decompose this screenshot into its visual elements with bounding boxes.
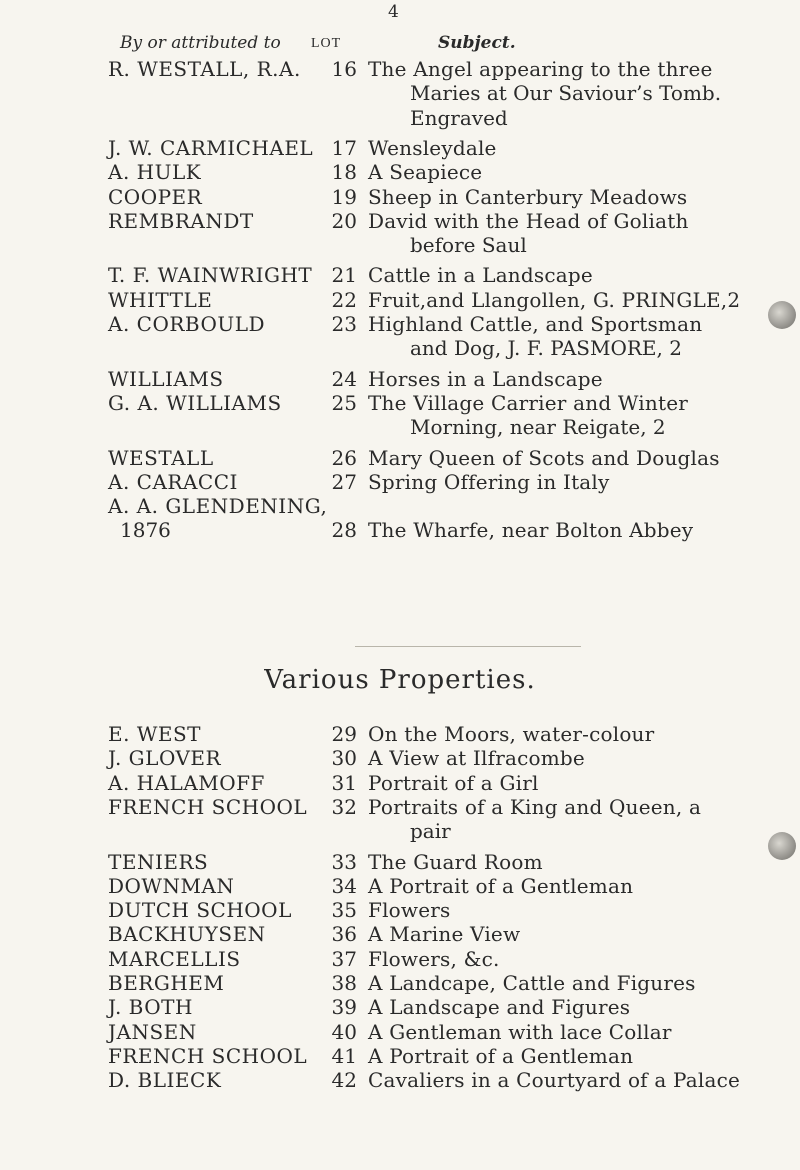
artist-name: DUTCH SCHOOL bbox=[108, 898, 292, 923]
lot-number: 20 bbox=[331, 208, 357, 233]
binding-hole-icon bbox=[768, 301, 796, 329]
lot-subject-continued: Engraved bbox=[410, 105, 508, 130]
binding-hole-icon bbox=[768, 832, 796, 860]
artist-name: E. WEST bbox=[108, 722, 202, 746]
header-artist: By or attributed to bbox=[120, 33, 281, 53]
artist-name: COOPER bbox=[108, 184, 203, 209]
lot-subject-continued: before Saul bbox=[410, 233, 527, 258]
lot-number: 18 bbox=[331, 160, 357, 185]
section-divider bbox=[355, 646, 581, 647]
artist-name: A. HULK bbox=[108, 160, 202, 185]
lot-number: 16 bbox=[331, 57, 357, 81]
lot-subject: The Wharfe, near Bolton Abbey bbox=[368, 518, 694, 543]
lot-subject: Cavaliers in a Courtyard of a Palace bbox=[368, 1068, 741, 1093]
lot-subject: A View at Ilfracombe bbox=[368, 746, 585, 771]
lot-number: 41 bbox=[331, 1043, 357, 1068]
lot-subject: A Landcape, Cattle and Figures bbox=[368, 971, 696, 995]
lot-number: 36 bbox=[331, 922, 357, 947]
lot-number: 37 bbox=[331, 946, 357, 971]
artist-name: J. BOTH bbox=[108, 995, 193, 1020]
lot-subject: A Portrait of a Gentleman bbox=[368, 873, 634, 898]
lot-number: 24 bbox=[331, 366, 357, 391]
artist-name: WILLIAMS bbox=[108, 366, 224, 391]
lot-number: 31 bbox=[331, 770, 357, 795]
artist-name: BERGHEM bbox=[108, 971, 225, 995]
header-lot: LOT bbox=[311, 36, 342, 51]
lot-subject: The Village Carrier and Winter bbox=[368, 390, 688, 415]
artist-name: G. A. WILLIAMS bbox=[108, 390, 282, 415]
lot-subject: Spring Offering in Italy bbox=[368, 469, 610, 494]
lot-subject: Sheep in Canterbury Meadows bbox=[368, 184, 688, 209]
lot-entry bbox=[0, 794, 800, 844]
artist-name: J. GLOVER bbox=[108, 746, 222, 771]
lot-subject: Mary Queen of Scots and Douglas bbox=[368, 445, 720, 470]
lot-number: 32 bbox=[331, 794, 357, 819]
lot-subject-continued: Morning, near Reigate, 2 bbox=[410, 415, 666, 440]
lot-number: 35 bbox=[331, 898, 357, 923]
section-title: Various Properties. bbox=[264, 665, 536, 695]
lot-number: 19 bbox=[331, 184, 357, 209]
lot-number: 39 bbox=[331, 995, 357, 1020]
lot-entry bbox=[0, 494, 800, 543]
lot-subject: A Gentleman with lace Collar bbox=[368, 1019, 672, 1044]
artist-name: REMBRANDT bbox=[108, 208, 254, 233]
artist-name: A. HALAMOFF bbox=[108, 770, 265, 795]
lot-number: 38 bbox=[331, 971, 357, 995]
lot-number: 42 bbox=[331, 1068, 357, 1093]
lot-entry bbox=[0, 1068, 800, 1098]
lot-subject-continued: and Dog, J. F. PASMORE, 2 bbox=[410, 336, 682, 361]
lot-subject: Fruit,and Llangollen, G. PRINGLE,2 bbox=[368, 287, 741, 312]
lot-number: 23 bbox=[331, 312, 357, 336]
lot-subject: On the Moors, water-colour bbox=[368, 722, 655, 746]
lot-number: 33 bbox=[331, 849, 357, 874]
lot-subject: A Landscape and Figures bbox=[368, 995, 631, 1020]
lot-subject: Portrait of a Girl bbox=[368, 770, 539, 795]
artist-name: FRENCH SCHOOL bbox=[108, 794, 308, 819]
artist-name: A. A. GLENDENING, bbox=[108, 494, 328, 519]
lot-subject-continued: pair bbox=[410, 819, 451, 844]
artist-name: WESTALL bbox=[108, 445, 214, 470]
lot-number: 40 bbox=[331, 1019, 357, 1044]
artist-name: DOWNMAN bbox=[108, 873, 235, 898]
lot-number: 34 bbox=[331, 873, 357, 898]
artist-name: R. WESTALL, R.A. bbox=[108, 57, 301, 81]
artist-name: J. W. CARMICHAEL bbox=[108, 135, 314, 160]
lot-subject: The Guard Room bbox=[368, 849, 543, 874]
lot-number: 27 bbox=[331, 469, 357, 494]
lot-subject: The Angel appearing to the three bbox=[368, 57, 713, 81]
lot-subject-continued: Maries at Our Saviour’s Tomb. bbox=[410, 81, 722, 106]
lot-subject: Wensleydale bbox=[368, 135, 497, 160]
artist-name: FRENCH SCHOOL bbox=[108, 1043, 308, 1068]
lot-subject: Flowers bbox=[368, 898, 451, 923]
lot-subject: Horses in a Landscape bbox=[368, 366, 603, 391]
lot-entry bbox=[0, 208, 800, 258]
header-subject: Subject. bbox=[438, 33, 516, 53]
artist-name: T. F. WAINWRIGHT bbox=[108, 263, 313, 288]
lot-entry bbox=[0, 57, 800, 130]
lot-number: 28 bbox=[331, 518, 357, 543]
lot-subject: Cattle in a Landscape bbox=[368, 263, 593, 288]
lot-number: 26 bbox=[331, 445, 357, 470]
lot-subject: A Seapiece bbox=[368, 160, 483, 185]
lot-number: 22 bbox=[331, 287, 357, 312]
artist-name: WHITTLE bbox=[108, 287, 213, 312]
lot-subject: Flowers, &c. bbox=[368, 946, 500, 971]
artist-name: TENIERS bbox=[108, 849, 209, 874]
artist-name: A. CARACCI bbox=[108, 469, 238, 494]
lot-number: 30 bbox=[331, 746, 357, 771]
artist-name: JANSEN bbox=[108, 1019, 197, 1044]
lot-subject: A Marine View bbox=[368, 922, 521, 947]
lot-number: 21 bbox=[331, 263, 357, 288]
artist-name: MARCELLIS bbox=[108, 946, 241, 971]
lot-number: 29 bbox=[331, 722, 357, 746]
lot-number: 17 bbox=[331, 135, 357, 160]
lot-number: 25 bbox=[331, 390, 357, 415]
lot-subject: A Portrait of a Gentleman bbox=[368, 1043, 634, 1068]
artist-name: A. CORBOULD bbox=[108, 312, 266, 336]
page-number: 4 bbox=[388, 2, 399, 22]
lot-entry bbox=[0, 390, 800, 440]
lot-subject: David with the Head of Goliath bbox=[368, 208, 689, 233]
lot-subject: Portraits of a King and Queen, a bbox=[368, 794, 702, 819]
artist-name: D. BLIECK bbox=[108, 1068, 222, 1093]
artist-name-continued: 1876 bbox=[120, 518, 171, 543]
artist-name: BACKHUYSEN bbox=[108, 922, 266, 947]
lot-entry bbox=[0, 312, 800, 361]
lot-subject: Highland Cattle, and Sportsman bbox=[368, 312, 703, 336]
